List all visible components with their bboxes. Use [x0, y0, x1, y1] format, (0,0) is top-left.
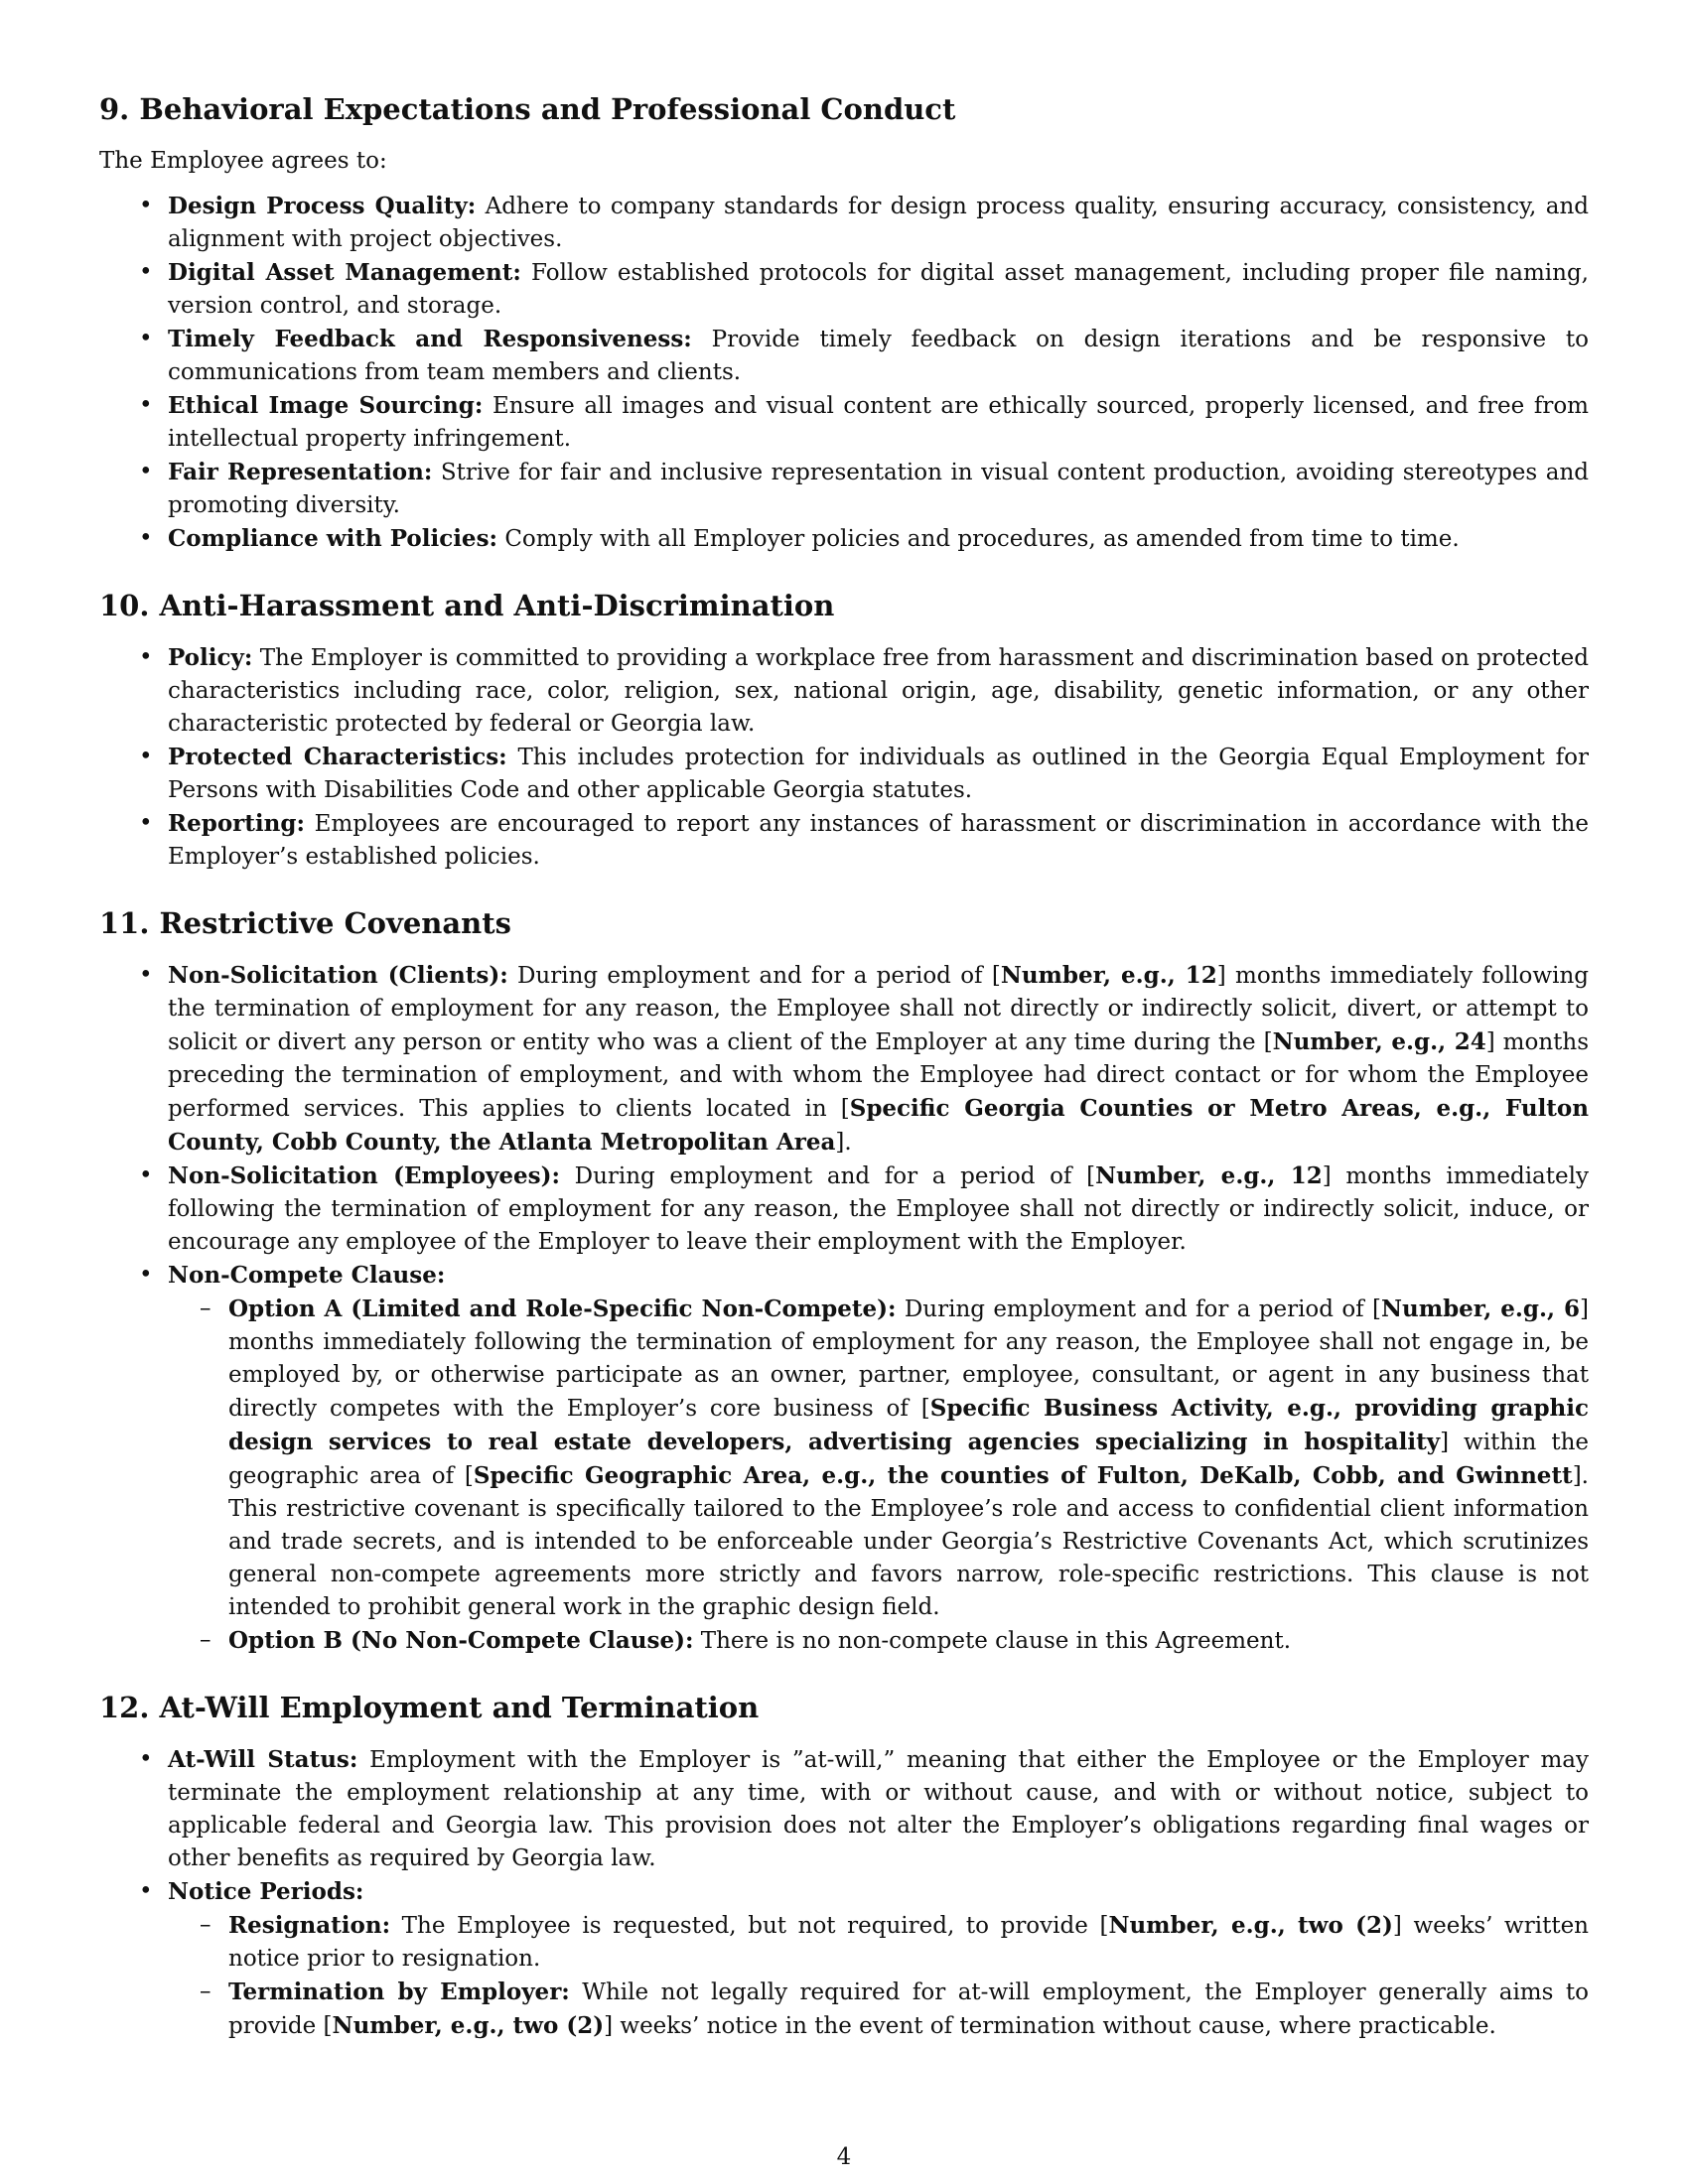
item-text: ] months immediately following the termination of employment for any reason, the Employee shall not directly or indirectly solicit, induce, or encourage any employee of the Employer to leave their employment with the Employer. — [168, 1163, 1589, 1255]
item-label: Resignation: — [228, 1912, 391, 1939]
document-page — [99, 91, 1589, 2075]
item-label: Compliance with Policies: — [168, 525, 498, 552]
item-label: Digital Asset Management: — [168, 259, 521, 286]
item-label: Protected Characteristics: — [168, 744, 507, 770]
section-11 — [99, 905, 1589, 1658]
list-item — [99, 456, 1589, 522]
placeholder-text: Number, e.g., 12 — [1095, 1162, 1323, 1189]
item-text: ] months immediately following the termination of employment for any reason, the Employee shall not directly or indirectly solicit, divert, or attempt to solicit or divert any person or entity who was a client of the Employer at any time during the [ — [168, 963, 1589, 1055]
item-text: ]. — [835, 1130, 852, 1156]
item-label: Termination by Employer: — [228, 1979, 570, 2005]
item-label: Ethical Image Sourcing: — [168, 392, 484, 419]
item-text: ] months immediately following the termination of employment for any reason, the Employee shall not engage in, be employed by, or otherwise participate as an owner, partner, employee, consultant, or agent in any business that directly competes with the Employer’s core business of [ — [228, 1297, 1589, 1422]
section-9 — [99, 91, 1589, 556]
section-9-heading: 9. Behavioral Expectations and Professional Conduct — [99, 92, 956, 126]
item-text: During employment and for a period of [ — [896, 1297, 1381, 1322]
list-item — [99, 323, 1589, 389]
item-text: Comply with all Employer policies and procedures, as amended from time to time. — [497, 526, 1460, 552]
resignation-item — [168, 1909, 1589, 1976]
item-label: Design Process Quality: — [168, 193, 477, 219]
item-text: Ensure all images and visual content are ethically sourced, properly licensed, and free from intellectual property infringement. — [168, 393, 1589, 452]
item-text: ]. This restrictive covenant is specifically tailored to the Employee’s role and access to confidential client information and trade secrets, and is intended to be enforceable under Georgia’s Restrictive Covenants Act, which scrutinizes general non-compete agreements more strictly and favors narrow, role-specific restrictions. This clause is not intended to prohibit general work in the graphic design field. — [228, 1463, 1589, 1620]
list-item — [99, 522, 1589, 556]
list-item — [99, 256, 1589, 323]
item-text: ] within the geographic area of [ — [228, 1430, 1589, 1489]
item-text: Strive for fair and inclusive representation in visual content production, avoiding stereotypes and promoting diversity. — [168, 460, 1589, 518]
termination-by-employer-item — [168, 1976, 1589, 2043]
item-text: There is no non-compete clause in this Agreement. — [693, 1628, 1292, 1654]
list-item — [99, 641, 1589, 741]
item-text: Follow established protocols for digital asset management, including proper file naming, version control, and storage. — [168, 260, 1589, 319]
list-item — [99, 190, 1589, 256]
placeholder-text: Number, e.g., two (2) — [1108, 1912, 1393, 1939]
item-text: This includes protection for individuals as outlined in the Georgia Equal Employment for Persons with Disabilities Code and other applicable Georgia statutes. — [168, 745, 1590, 803]
placeholder-text: Specific Business Activity, e.g., providing graphic design services to real estate developers, advertising agencies specializing in hospitality — [228, 1395, 1589, 1455]
page-number: 4 — [836, 2144, 852, 2170]
item-label: Non-Compete Clause: — [168, 1262, 446, 1289]
section-10-list — [99, 641, 1589, 874]
list-item — [99, 741, 1589, 807]
option-b-item — [168, 1624, 1589, 1658]
item-text: During employment and for a period of [ — [507, 963, 1001, 989]
item-text: Provide timely feedback on design iterations and be responsive to communications from team members and clients. — [168, 327, 1589, 385]
item-label: Option A (Limited and Role-Specific Non-Compete): — [228, 1296, 897, 1322]
item-text: During employment and for a period of [ — [559, 1163, 1096, 1189]
item-text: The Employer is committed to providing a workplace free from harassment and discrimination based on protected characteristics including race, color, religion, sex, national origin, age, disability, genetic information, or any other characteristic protected by federal or Georgia law. — [168, 645, 1589, 737]
item-label: Option B (No Non-Compete Clause): — [228, 1627, 694, 1654]
item-label: Timely Feedback and Responsiveness: — [168, 326, 692, 352]
item-label: At-Will Status: — [168, 1746, 358, 1773]
section-12-heading: 12. At-Will Employment and Termination — [99, 1691, 760, 1724]
item-text: Adhere to company standards for design process quality, ensuring accuracy, consistency, and alignment with project objectives. — [168, 194, 1589, 252]
section-11-heading: 11. Restrictive Covenants — [99, 906, 511, 940]
item-text: Employment with the Employer is ”at-will,” meaning that either the Employee or the Employer may terminate the employment relationship at any time, with or without cause, and with or without notice, subject to applicable federal and Georgia law. This provision does not alter the Employer’s obligations regarding final wages or other benefits as required by Georgia law. — [168, 1747, 1589, 1871]
list-item — [99, 389, 1589, 456]
item-label: Non-Solicitation (Employees): — [168, 1162, 560, 1189]
item-text: ] weeks’ written notice prior to resignation. — [228, 1913, 1589, 1972]
item-text: Employees are encouraged to report any instances of harassment or discrimination in accordance with the Employer’s established policies. — [168, 811, 1589, 870]
placeholder-text: Number, e.g., 12 — [1000, 962, 1217, 989]
non-compete-item — [99, 1259, 1589, 1658]
list-item — [99, 807, 1589, 874]
item-text: While not legally required for at-will employment, the Employer generally aims to provide [ — [228, 1979, 1590, 2039]
placeholder-text: Number, e.g., 6 — [1380, 1296, 1581, 1322]
item-text: ] months preceding the termination of employment, and with whom the Employee had direct contact or for whom the Employee performed services. This applies to clients located in [ — [168, 1029, 1589, 1122]
item-label: Non-Solicitation (Clients): — [168, 962, 508, 989]
item-label: Fair Representation: — [168, 459, 433, 485]
item-label: Notice Periods: — [168, 1878, 364, 1905]
notice-periods-list — [168, 1909, 1589, 2043]
item-label: Policy: — [168, 644, 253, 671]
item-text: The Employee is requested, but not required, to provide [ — [390, 1913, 1109, 1939]
placeholder-text: Specific Geographic Area, e.g., the counties of Fulton, DeKalb, Cobb, and Gwinnett — [473, 1462, 1573, 1489]
option-a-item — [168, 1293, 1589, 1624]
placeholder-text: Specific Georgia Counties or Metro Areas, e.g., Fulton County, Cobb County, the Atlanta Metropolitan Area — [168, 1095, 1589, 1156]
section-10 — [99, 588, 1589, 874]
notice-periods-item — [99, 1875, 1589, 2043]
placeholder-text: Number, e.g., 24 — [1272, 1028, 1486, 1055]
section-12-list — [99, 1743, 1589, 2043]
section-11-list — [99, 959, 1589, 1658]
section-9-list — [99, 190, 1589, 556]
at-will-status-item — [99, 1743, 1589, 1875]
placeholder-text: Number, e.g., two (2) — [332, 2012, 605, 2039]
non-solicitation-employees-item — [99, 1160, 1589, 1259]
item-label: Reporting: — [168, 810, 305, 837]
non-compete-options — [168, 1293, 1589, 1658]
section-12 — [99, 1690, 1589, 2043]
item-text: ] weeks’ notice in the event of termination without cause, where practicable. — [604, 2013, 1496, 2039]
non-solicitation-clients-item — [99, 959, 1589, 1160]
section-9-intro: The Employee agrees to: — [99, 148, 387, 174]
section-10-heading: 10. Anti-Harassment and Anti-Discrimination — [99, 589, 835, 622]
